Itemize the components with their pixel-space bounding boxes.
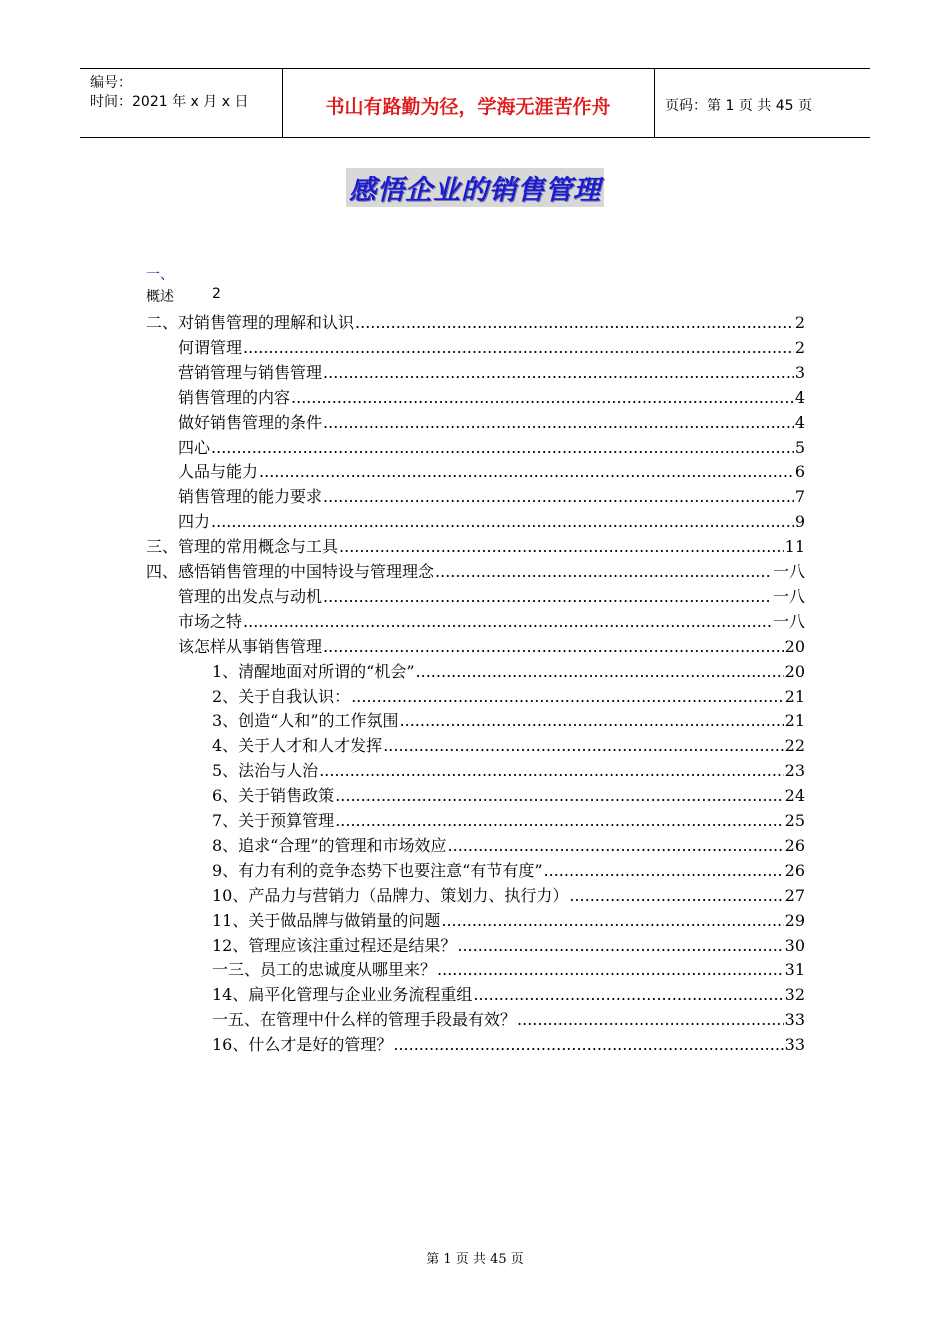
- toc-leader-dots: [544, 861, 784, 880]
- toc-entry-page: 23: [784, 761, 805, 781]
- toc-entry[interactable]: [178, 634, 805, 659]
- toc-entry[interactable]: [178, 584, 805, 609]
- toc-entry-page: 7: [794, 487, 805, 507]
- toc-leader-dots: [211, 512, 794, 531]
- toc-leader-dots: [323, 363, 794, 382]
- toc-entry[interactable]: [212, 908, 805, 933]
- toc-leader-dots: [457, 936, 783, 955]
- toc-entry-page: 4: [794, 387, 805, 407]
- toc-leader-dots: [323, 587, 772, 606]
- toc-entry[interactable]: [212, 1032, 805, 1057]
- toc-entry-page: 一八: [772, 611, 805, 631]
- toc-entry[interactable]: [212, 982, 805, 1007]
- toc-section1-label: 概述: [146, 289, 174, 305]
- page-info: 页码：第 1 页 共 45 页: [665, 98, 812, 114]
- toc-entry-title: 四心: [178, 437, 211, 457]
- toc-leader-dots: [393, 1035, 783, 1054]
- toc-entry-title: 2、关于自我认识：: [212, 686, 351, 706]
- toc-entry[interactable]: [178, 484, 805, 509]
- toc-entry-title: 一五、在管理中什么样的管理手段最有效？: [212, 1010, 517, 1030]
- toc-entry-page: 21: [784, 686, 805, 706]
- toc-leader-dots: [383, 736, 783, 755]
- toc-entry-title: 3、创造“人和”的工作氛围: [212, 711, 399, 731]
- toc-leader-dots: [259, 462, 794, 481]
- toc-entry[interactable]: [178, 410, 805, 435]
- toc-entry[interactable]: [146, 310, 805, 335]
- toc-entry-page: 29: [784, 910, 805, 930]
- toc-entry[interactable]: [178, 509, 805, 534]
- toc-entry-page: 27: [784, 885, 805, 905]
- toc-entry-page: 一八: [772, 562, 805, 581]
- toc-entry-page: 33: [784, 1010, 805, 1030]
- document-title: [0, 168, 950, 207]
- toc-leader-dots: [473, 985, 783, 1004]
- toc-entry[interactable]: [178, 459, 805, 484]
- toc-entry[interactable]: [178, 609, 805, 634]
- document-title-text: 感悟企业的销售管理: [346, 168, 604, 207]
- toc-entry-page: 20: [784, 661, 805, 681]
- motto-text: 书山有路勤为径，学海无涯苦作舟: [325, 96, 611, 118]
- toc-leader-dots: [335, 786, 783, 805]
- toc-leader-dots: [569, 886, 783, 905]
- toc-entry-page: 6: [794, 462, 805, 482]
- toc-entry[interactable]: [212, 1007, 805, 1032]
- time-label: 时间：2021 年 x 月 x 日: [90, 94, 249, 110]
- header-motto-cell: [282, 69, 655, 137]
- toc-leader-dots: [291, 388, 794, 407]
- toc-entry-title: 四力: [178, 512, 211, 532]
- toc-entry-page: 3: [794, 362, 805, 382]
- toc-entry[interactable]: [178, 385, 805, 410]
- toc-entry-page: 20: [784, 636, 805, 656]
- toc-entry-title: 10、产品力与营销力（品牌力、策划力、执行力）: [212, 885, 569, 905]
- page-footer: 第 1 页 共 45 页: [426, 1252, 524, 1267]
- toc-leader-dots: [400, 711, 784, 730]
- toc-leader-dots: [243, 612, 772, 631]
- toc-entry-title: 三、管理的常用概念与工具: [146, 537, 339, 557]
- toc-entry-page: 30: [784, 935, 805, 955]
- toc-leader-dots: [416, 662, 784, 681]
- toc-entry[interactable]: [212, 733, 805, 758]
- toc-entry-page: 32: [784, 985, 805, 1005]
- toc-entry-page: 22: [784, 736, 805, 756]
- toc-entry[interactable]: [212, 957, 805, 982]
- toc-entry[interactable]: [212, 684, 805, 709]
- toc-leader-dots: [323, 487, 794, 506]
- toc-leader-dots: [243, 338, 794, 357]
- toc-entry[interactable]: [212, 883, 805, 908]
- toc-entry-page: 25: [784, 811, 805, 830]
- toc-entry-title: 7、关于预算管理: [212, 811, 335, 830]
- toc-entry[interactable]: [212, 808, 805, 833]
- toc-entry-title: 二、对销售管理的理解和认识: [146, 313, 355, 332]
- toc-entry-title: 11、关于做品牌与做销量的问题: [212, 910, 441, 930]
- toc-entry-title: 4、关于人才和人才发挥: [212, 736, 383, 756]
- toc-entry-page: 24: [784, 786, 805, 806]
- toc-entry-title: 市场之特: [178, 611, 243, 631]
- toc-entry[interactable]: [146, 559, 805, 584]
- toc-entry-page: 26: [784, 835, 805, 855]
- toc-entry-title: 何谓管理: [178, 337, 243, 357]
- toc-entry-page: 11: [784, 537, 805, 557]
- toc-entry-page: 4: [794, 412, 805, 432]
- toc-entry-page: 33: [784, 1035, 805, 1055]
- toc-leader-dots: [441, 911, 783, 930]
- toc-entry-title: 5、法治与人治: [212, 761, 319, 781]
- toc-entry[interactable]: [212, 933, 805, 958]
- toc-entry-page: 2: [794, 313, 805, 332]
- toc-entry[interactable]: [212, 758, 805, 783]
- toc-leader-dots: [351, 687, 783, 706]
- toc-section1-page: 2: [212, 286, 221, 302]
- toc-entry[interactable]: [178, 335, 805, 360]
- toc-entry-title: 该怎样从事销售管理: [178, 636, 323, 656]
- toc-entry[interactable]: [178, 360, 805, 385]
- toc-entry-title: 销售管理的能力要求: [178, 487, 323, 507]
- toc-leader-dots: [355, 313, 794, 332]
- toc-entry-title: 营销管理与销售管理: [178, 362, 323, 382]
- header-page-cell: [655, 69, 870, 137]
- toc-leader-dots: [435, 562, 772, 581]
- toc-entry-page: 9: [794, 512, 805, 532]
- toc-entry-page: 5: [794, 437, 805, 457]
- toc-section1-number: 一、: [146, 267, 174, 283]
- page-header: [80, 68, 870, 138]
- toc-entry-page: 26: [784, 860, 805, 880]
- toc-entry-page: 31: [784, 960, 805, 980]
- toc-leader-dots: [323, 637, 784, 656]
- toc-entry-page: 21: [784, 711, 805, 731]
- toc-entry-title: 8、追求“合理”的管理和市场效应: [212, 835, 447, 855]
- toc-entry[interactable]: [212, 833, 805, 858]
- toc-leader-dots: [211, 438, 794, 457]
- toc-leader-dots: [335, 811, 783, 830]
- header-meta-cell: [80, 69, 283, 137]
- toc-entry-title: 12、管理应该注重过程还是结果？: [212, 935, 457, 955]
- toc-entry[interactable]: [212, 858, 805, 883]
- toc-entry-title: 人品与能力: [178, 462, 259, 482]
- toc-entry-title: 做好销售管理的条件: [178, 412, 323, 432]
- toc-entry[interactable]: [212, 708, 805, 733]
- toc-leader-dots: [319, 761, 783, 780]
- toc-leader-dots: [448, 836, 784, 855]
- toc-entry[interactable]: [212, 659, 805, 684]
- toc-entry-title: 管理的出发点与动机: [178, 586, 323, 606]
- toc-entry-title: 销售管理的内容: [178, 387, 291, 407]
- toc-leader-dots: [323, 413, 794, 432]
- toc-entry-title: 一三、员工的忠诚度从哪里来？: [212, 960, 437, 980]
- toc-entry[interactable]: [146, 534, 805, 559]
- toc-entry[interactable]: [178, 435, 805, 460]
- toc-entry[interactable]: [212, 783, 805, 808]
- toc-entry-title: 9、有力有利的竞争态势下也要注意“有节有度”: [212, 860, 543, 880]
- toc-leader-dots: [339, 537, 784, 556]
- toc-entry-title: 14、扁平化管理与企业业务流程重组: [212, 985, 473, 1005]
- toc-leader-dots: [437, 960, 784, 979]
- toc-entry-title: 四、感悟销售管理的中国特设与管理理念: [146, 562, 435, 581]
- number-label: 编号：: [90, 75, 132, 91]
- toc-leader-dots: [517, 1010, 784, 1029]
- toc-entry-title: 1、清醒地面对所谓的“机会”: [212, 661, 415, 681]
- toc-entry-page: 2: [794, 337, 805, 357]
- toc-entry-page: 一八: [772, 586, 805, 606]
- toc-entry-title: 16、什么才是好的管理？: [212, 1035, 393, 1055]
- toc-entry-title: 6、关于销售政策: [212, 786, 335, 806]
